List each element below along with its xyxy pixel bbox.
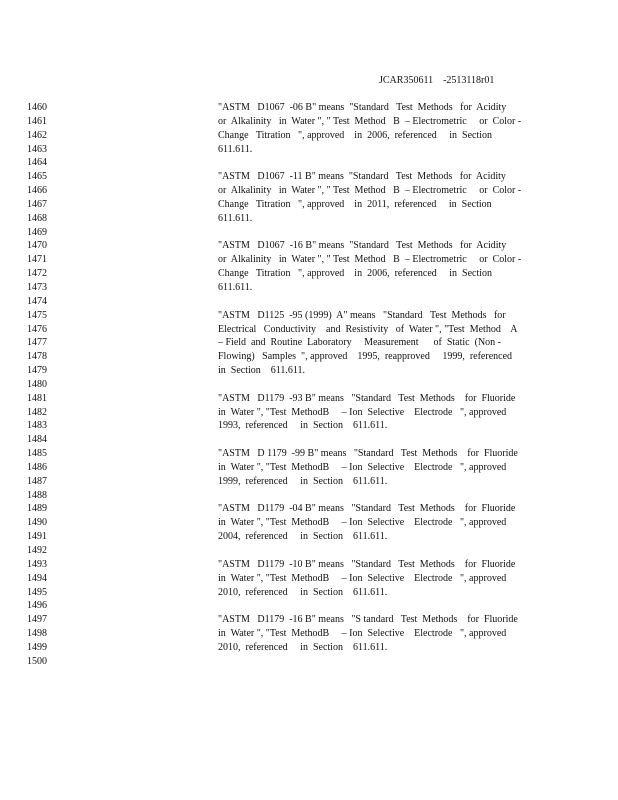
text-line (218, 378, 548, 392)
line-number: 1476 (27, 323, 47, 335)
line-number-column (27, 101, 67, 669)
text-line: 2010, referenced in Section 611.611. (218, 586, 388, 598)
line-number: 1481 (27, 392, 47, 404)
text-line: – Field and Routine Laboratory Measurement of Static (Non - (218, 337, 501, 349)
line-number: 1470 (27, 240, 47, 252)
line-number: 1482 (27, 406, 47, 418)
text-line (218, 489, 548, 503)
text-line (218, 156, 548, 170)
line-number: 1477 (27, 337, 47, 349)
line-number: 1466 (27, 185, 47, 197)
text-line: in Water ", "Test MethodB – Ion Selective Electrode ", approved (218, 628, 507, 640)
text-line: 2010, referenced in Section 611.611. (218, 641, 388, 653)
line-number: 1489 (27, 503, 47, 515)
document-header (0, 74, 618, 88)
text-line: or Alkalinity in Water ", " Test Method B – Electrometric or Color - (218, 185, 522, 197)
line-number: 1498 (27, 628, 47, 640)
line-number: 1491 (27, 531, 47, 543)
text-line: 611.611. (218, 212, 253, 224)
line-number: 1468 (27, 212, 47, 224)
text-line: "ASTM D1067 -11 B" means "Standard Test Methods for Acidity (218, 171, 506, 183)
line-number: 1460 (27, 102, 47, 113)
line-number: 1495 (27, 586, 47, 598)
line-number: 1486 (27, 461, 47, 473)
line-number: 1461 (27, 115, 47, 127)
text-line: "ASTM D1179 -04 B" means "Standard Test Methods for Fluoride (218, 503, 516, 515)
line-number: 1483 (27, 420, 47, 432)
text-line: or Alkalinity in Water ", " Test Method B – Electrometric or Color - (218, 115, 522, 127)
text-line (218, 599, 548, 613)
text-line: Change Titration ", approved in 2011, referenced in Section (218, 198, 492, 210)
line-number: 1462 (27, 129, 47, 141)
text-line (218, 295, 548, 309)
text-line: in Water ", "Test MethodB – Ion Selective Electrode ", approved (218, 517, 507, 529)
text-line (218, 544, 548, 558)
text-line: in Water ", "Test MethodB – Ion Selective Electrode ", approved (218, 461, 507, 473)
text-line: "ASTM D1067 -06 B" means "Standard Test Methods for Acidity (218, 102, 507, 113)
line-number: 1467 (27, 198, 47, 210)
text-line: Change Titration ", approved in 2006, referenced in Section (218, 268, 493, 280)
text-line: "ASTM D 1179 -99 B" means "Standard Test Methods for Fluoride (218, 448, 518, 460)
line-number: 1499 (27, 641, 47, 653)
line-number: 1487 (27, 475, 47, 487)
line-number: 1464 (27, 157, 47, 169)
text-line (218, 655, 548, 669)
text-line: in Section 611.611. (218, 365, 306, 377)
text-line: "ASTM D1179 -10 B" means "Standard Test Methods for Fluoride (218, 558, 516, 570)
line-number: 1492 (27, 545, 47, 556)
line-number: 1500 (27, 655, 47, 667)
line-number: 1473 (27, 281, 47, 293)
line-number: 1475 (27, 309, 47, 321)
line-number: 1479 (27, 365, 47, 377)
text-line: in Water ", "Test MethodB – Ion Selective Electrode ", approved (218, 406, 507, 418)
text-line (218, 433, 548, 447)
line-number: 1490 (27, 517, 47, 529)
text-line: 611.611. (218, 143, 253, 155)
text-line: Flowing) Samples ", approved 1995, reapproved 1999, referenced (218, 351, 513, 363)
text-line: or Alkalinity in Water ", " Test Method B – Electrometric or Color - (218, 254, 522, 266)
text-line (218, 226, 548, 240)
text-line: "ASTM D1125 -95 (1999) A" means "Standard Test Methods for (218, 309, 506, 321)
line-number: 1469 (27, 226, 47, 238)
line-number: 1471 (27, 254, 47, 266)
text-line: 1999, referenced in Section 611.611. (218, 475, 388, 487)
line-number: 1496 (27, 600, 47, 612)
line-number: 1465 (27, 171, 47, 183)
text-line: "ASTM D1067 -16 B" means "Standard Test Methods for Acidity (218, 240, 507, 252)
document-code: JCAR350611 -2513118r01 (379, 75, 495, 86)
text-line: "ASTM D1179 -16 B" means "S tandard Test Methods for Fluoride (218, 614, 518, 626)
text-line: Change Titration ", approved in 2006, referenced in Section (218, 129, 493, 141)
document-body (218, 101, 548, 669)
line-number: 1493 (27, 558, 47, 570)
text-line: Electrical Conductivity and Resistivity of Water ", "Test Method A (218, 323, 518, 335)
text-line: 611.611. (218, 281, 253, 293)
line-number: 1472 (27, 268, 47, 280)
line-number: 1478 (27, 351, 47, 363)
text-line: 2004, referenced in Section 611.611. (218, 531, 388, 543)
text-line: in Water ", "Test MethodB – Ion Selective Electrode ", approved (218, 572, 507, 584)
line-number: 1463 (27, 143, 47, 155)
line-number: 1480 (27, 378, 47, 390)
line-number: 1494 (27, 572, 47, 584)
text-line: 1993, referenced in Section 611.611. (218, 420, 388, 432)
line-number: 1485 (27, 448, 47, 460)
line-number: 1488 (27, 489, 47, 501)
text-line: "ASTM D1179 -93 B" means "Standard Test Methods for Fluoride (218, 392, 516, 404)
line-number: 1484 (27, 434, 47, 446)
line-number: 1474 (27, 295, 47, 307)
line-number: 1497 (27, 614, 47, 626)
